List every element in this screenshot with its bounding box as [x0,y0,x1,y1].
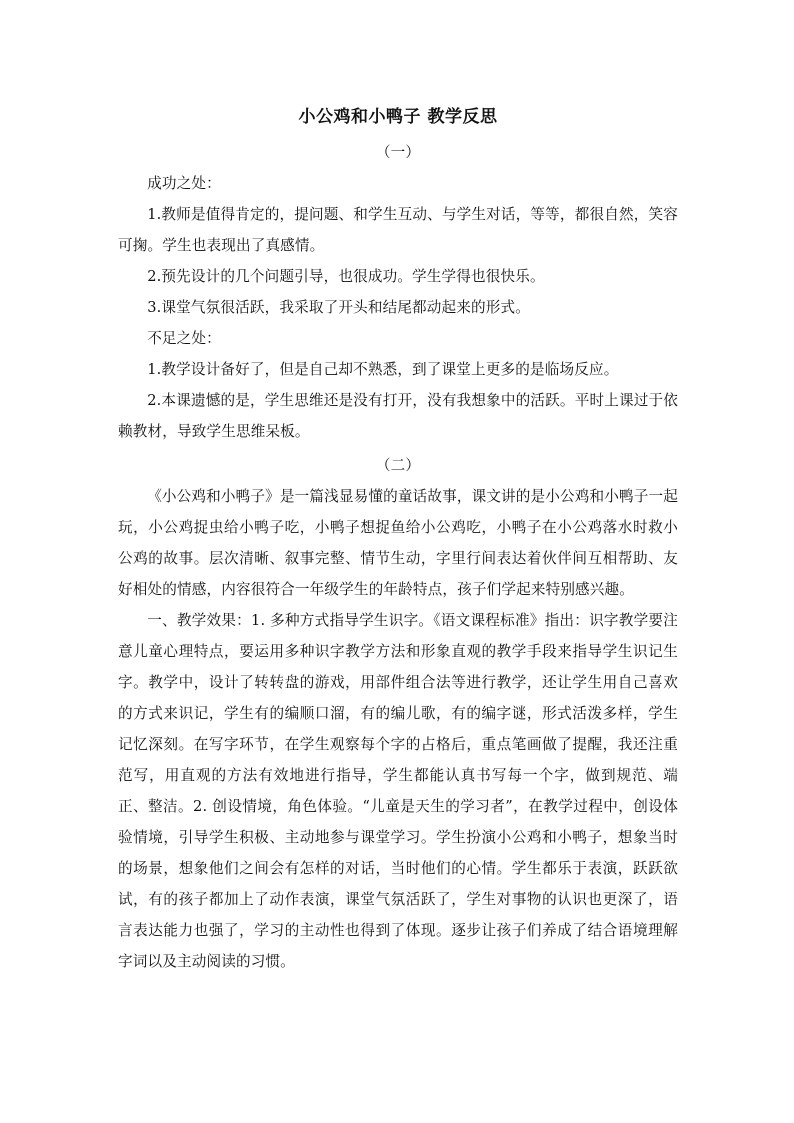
document-body [118,103,678,977]
success-heading: 成功之处： [147,175,221,192]
story-summary-paragraph: 《小公鸡和小鸭子》是一篇浅显易懂的童话故事，课文讲的是小公鸡和小鸭子一起玩，小公鸡捉虫给小鸭子吃，小鸭子想捉鱼给小公鸡吃，小鸭子在小公鸡落水时救小公鸡的故事。层次清晰、叙事完整、情节生动，字里行间表达着伙伴间互相帮助、友好相处的情感，内容很符合一年级学生的年龄特点，孩子们学起来特别感兴趣。 [118,488,678,598]
success-point-2: 2.预先设计的几个问题引导，也很成功。学生学得也很快乐。 [147,268,545,285]
success-point-3: 3.课堂气氛很活跃，我采取了开头和结尾都动起来的形式。 [147,299,531,316]
success-point-1: 1.教师是值得肯定的，提问题、和学生互动、与学生对话，等等，都很自然，笑容可掬。学生也表现出了真感情。 [118,206,678,254]
teaching-effect-paragraph: 一、教学效果：1. 多种方式指导学生识字。《语文课程标准》指出：识字教学要注意儿童心理特点，要运用多种识字教学方法和形象直观的教学手段来指导学生识记生字。教学中，设计了转转盘的游戏，用部件组合法等进行教学，还让学生用自己喜欢的方式来识记，学生有的编顺口溜，有的编儿歌，有的编字谜，形式活泼多样，学生记忆深刻。在写字环节，在学生观察每个字的占格后，重点笔画做了提醒，我还注重范写，用直观的方法有效地进行指导，学生都能认真书写每一个字，做到规范、端正、整洁。2. 创设情境，角色体验。“儿童是天生的学习者”，在教学过程中，创设体验情境，引导学生积极、主动地参与课堂学习。学生扮演小公鸡和小鸭子，想象当时的场景，想象他们之间会有怎样的对话，当时他们的心情。学生都乐于表演，跃跃欲试，有的孩子都加上了动作表演，课堂气氛活跃了，学生对事物的认识也更深了，语言表达能力也强了，学习的主动性也得到了体现。逐步让孩子们养成了结合语境理解字词以及主动阅读的习惯。 [118,612,678,970]
section-two-marker: （二） [375,457,421,474]
shortcoming-point-1: 1.教学设计备好了，但是自己却不熟悉，到了课堂上更多的是临场反应。 [147,361,619,378]
document-title: 小公鸡和小鸭子 教学反思 [298,107,498,127]
shortcoming-heading: 不足之处： [147,330,221,347]
shortcoming-point-2: 2.本课遗憾的是，学生思维还是没有打开，没有我想象中的活跃。平时上课过于依赖教材，导致学生思维呆板。 [118,392,678,440]
section-one-marker: （一） [375,144,421,161]
